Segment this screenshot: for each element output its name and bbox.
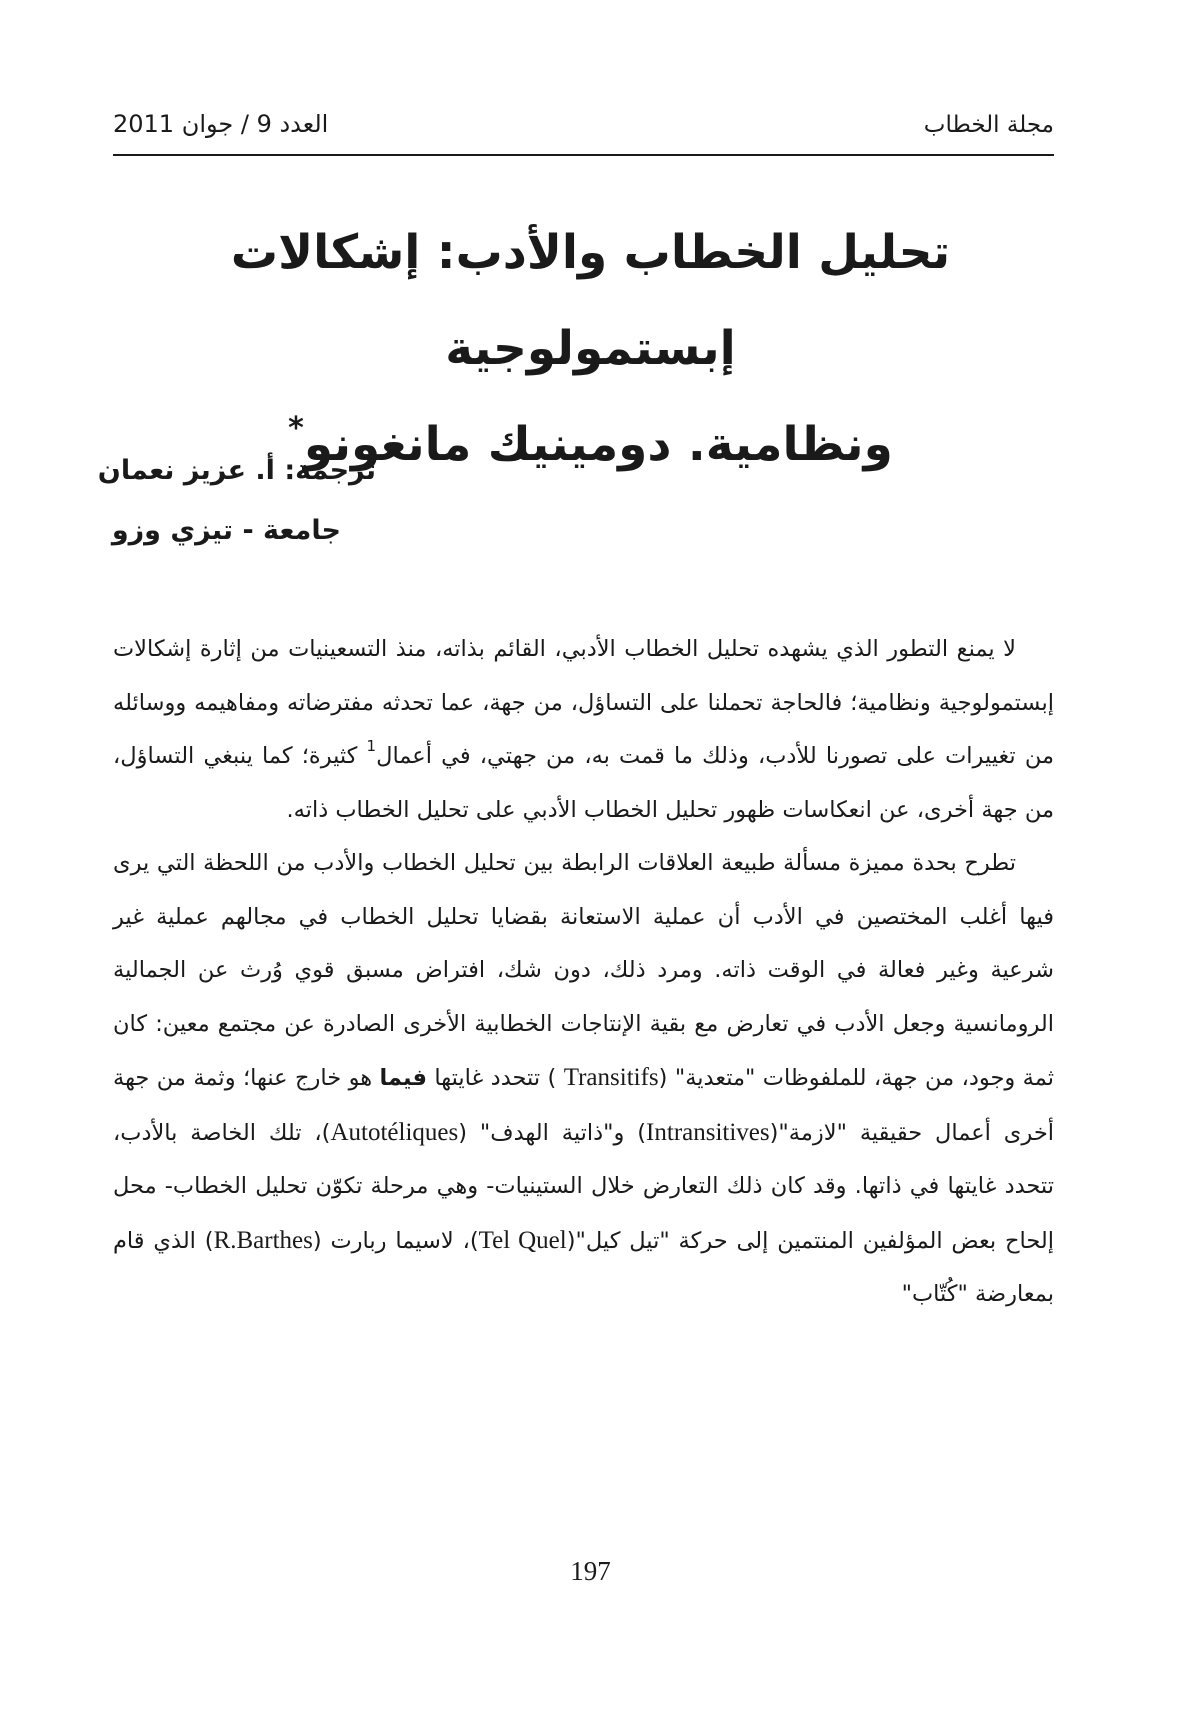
translator-credit: ترجمة: أ. عزيز نعمان bbox=[97, 455, 376, 486]
title-footnote-mark[interactable]: * bbox=[288, 411, 304, 446]
title-line-1: تحليل الخطاب والأدب: إشكالات إبستمولوجية bbox=[230, 225, 951, 376]
page-number: 197 bbox=[570, 1556, 611, 1586]
p1-text-b: كثيرة؛ كما ينبغي التساؤل، من جهة أخرى، عن انعكاسات ظهور تحليل الخطاب الأدبي على تحليل الخطاب ذاته. bbox=[113, 743, 1054, 823]
p1-text-a: لا يمنع التطور الذي يشهده تحليل الخطاب الأدبي، القائم بذاته، منذ التسعينيات من إثارة إشكالات إبستمولوجية ونظامية؛ فالحاجة تحملنا على التساؤل، من جهة، عما تحدثه مفترضاته ومفاهيمه ووسائله من تغييرات على تصورنا للأدب، وذلك ما قمت به، من جهتي، في أعمال bbox=[113, 636, 1054, 769]
p2-text-b: ) تتحدد غايتها bbox=[426, 1065, 564, 1091]
p2-text-d: ) و"ذاتية الهدف" ( bbox=[458, 1119, 647, 1146]
term-transitifs: Transitifs bbox=[563, 1064, 659, 1091]
university-affiliation: جامعة - تيزي وزو bbox=[111, 515, 341, 546]
bold-word: فيما bbox=[379, 1065, 427, 1091]
term-barthes: R.Barthes bbox=[213, 1226, 313, 1254]
running-header bbox=[113, 108, 1054, 156]
p2-text-a: تطرح بحدة مميزة مسألة طبيعة العلاقات الرابطة بين تحليل الخطاب والأدب من اللحظة التي يرى فيها أغلب المختصين في الأدب أن عملية الاستعانة بقضايا تحليل الخطاب في مجالهم عملية غير شرعية وغير فعالة في الوقت ذاته. ومرد ذلك، دون شك، افتراض مسبق قوي وُرث عن الجمالية الرومانسية وجعل الأدب في تعارض مع بقية الإنتاجات الخطابية الأخرى الصادرة عن مجتمع معين: كان ثمة وجود، من جهة، للملفوظات "متعدية" ( bbox=[113, 850, 1054, 1091]
footnote-ref-1[interactable]: 1 bbox=[366, 737, 377, 755]
term-autoteliques: Autotéliques bbox=[330, 1118, 459, 1146]
term-intransitives: Intransitives bbox=[646, 1118, 770, 1146]
issue-info: العدد 9 / جوان 2011 bbox=[113, 110, 329, 138]
p2-text-f: )، لاسيما ربارت ( bbox=[312, 1227, 479, 1254]
paragraph-1 bbox=[113, 623, 1054, 837]
term-tel-quel: Tel Quel bbox=[478, 1226, 567, 1254]
paragraph-2 bbox=[113, 837, 1054, 1322]
p2-text-c: هو خارج عنها؛ وثمة من جهة أخرى أعمال حقيقية "لازمة"( bbox=[113, 1065, 1054, 1146]
article-body bbox=[113, 623, 1054, 1322]
p2-text-g: ) الذي قام بمعارضة "كُتّاب" bbox=[113, 1227, 1054, 1307]
journal-name: مجلة الخطاب bbox=[923, 112, 1054, 138]
article-title bbox=[120, 205, 1061, 493]
title-line-2-text: ونظامية. دومينيك مانغونو bbox=[303, 417, 893, 472]
p2-text-e: )، تلك الخاصة بالأدب، تتحدد غايتها في ذاتها. وقد كان ذلك التعارض خلال الستينيات- وهي مرحلة تكوّن تحليل الخطاب- محل إلحاح بعض المؤلفين المنتمين إلى حركة "تيل كيل"( bbox=[113, 1119, 1054, 1254]
